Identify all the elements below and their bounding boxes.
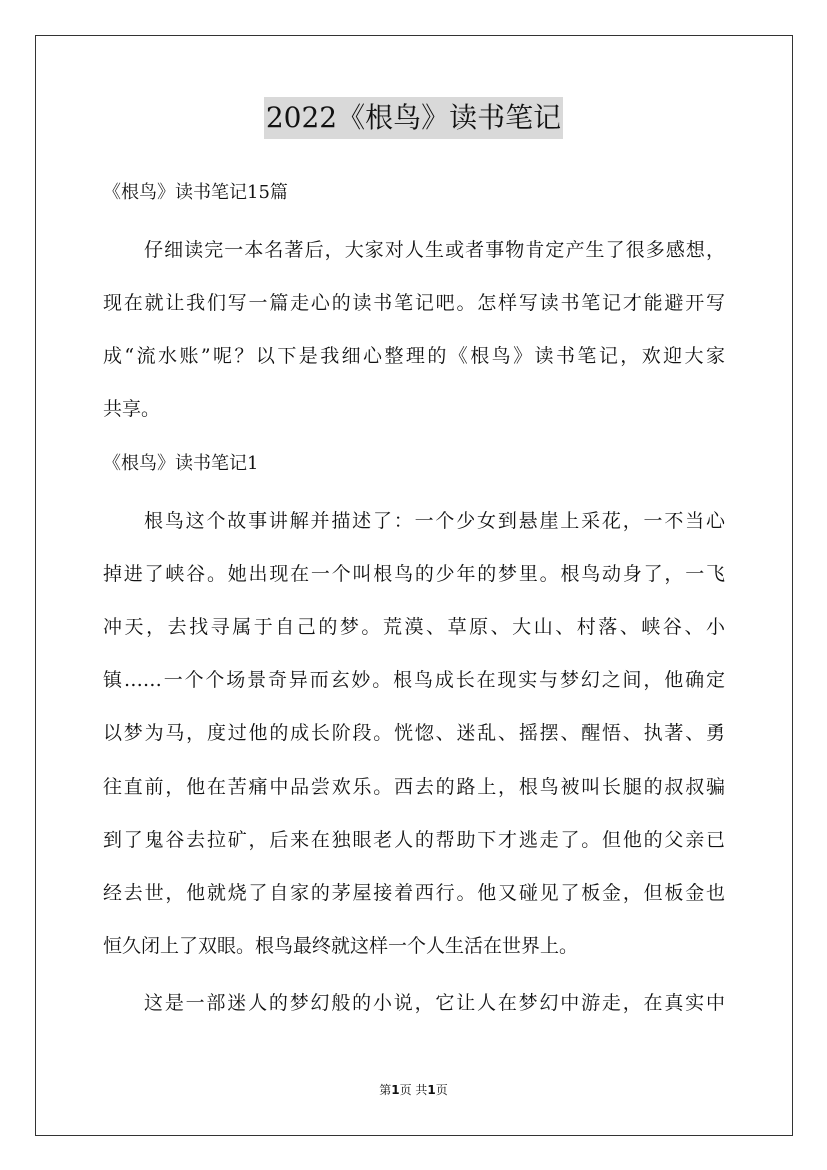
body-line-4: 镇……一个个场景奇异而玄妙。根鸟成长在现实与梦幻之间，他确定 (103, 669, 725, 691)
title-row (0, 97, 827, 139)
body-line-2: 掉进了峡谷。她出现在一个叫根鸟的少年的梦里。根鸟动身了，一飞 (103, 563, 725, 585)
document-title: 2022《根鸟》读书笔记 (264, 97, 563, 139)
current-page-number: 1 (391, 1083, 400, 1097)
body-line-1: 根鸟这个故事讲解并描述了：一个少女到悬崖上采花，一不当心 (144, 510, 725, 532)
intro-line-4: 共享。 (103, 398, 161, 420)
body-line-9: 恒久闭上了双眼。根鸟最终就这样一个人生活在世界上。 (103, 935, 579, 957)
document-subtitle: 《根鸟》读书笔记15篇 (103, 182, 288, 203)
page-footer (0, 1082, 827, 1098)
body-line-8: 经去世，他就烧了自家的茅屋接着西行。他又碰见了板金，但板金也 (103, 882, 725, 904)
intro-line-3: 成“流水账”呢？以下是我细心整理的《根鸟》读书笔记，欢迎大家 (103, 345, 725, 367)
body-line-5: 以梦为马，度过他的成长阶段。恍惚、迷乱、摇摆、醒悟、执著、勇 (103, 722, 725, 744)
page-label-mid: 页 共 (399, 1083, 428, 1097)
section-heading: 《根鸟》读书笔记1 (103, 453, 259, 474)
intro-line-2: 现在就让我们写一篇走心的读书笔记吧。怎样写读书笔记才能避开写 (103, 292, 725, 314)
body-line-7: 到了鬼谷去拉矿，后来在独眼老人的帮助下才逃走了。但他的父亲已 (103, 829, 725, 851)
total-page-number: 1 (427, 1083, 436, 1097)
intro-line-1: 仔细读完一本名著后，大家对人生或者事物肯定产生了很多感想， (144, 239, 725, 261)
next-paragraph-line: 这是一部迷人的梦幻般的小说，它让人在梦幻中游走，在真实中 (144, 992, 725, 1014)
page-label-prefix: 第 (379, 1083, 392, 1097)
page-label-suffix: 页 (435, 1083, 448, 1097)
body-line-6: 往直前，他在苦痛中品尝欢乐。西去的路上，根鸟被叫长腿的叔叔骗 (103, 776, 725, 798)
body-line-3: 冲天，去找寻属于自己的梦。荒漠、草原、大山、村落、峡谷、小 (103, 616, 725, 638)
